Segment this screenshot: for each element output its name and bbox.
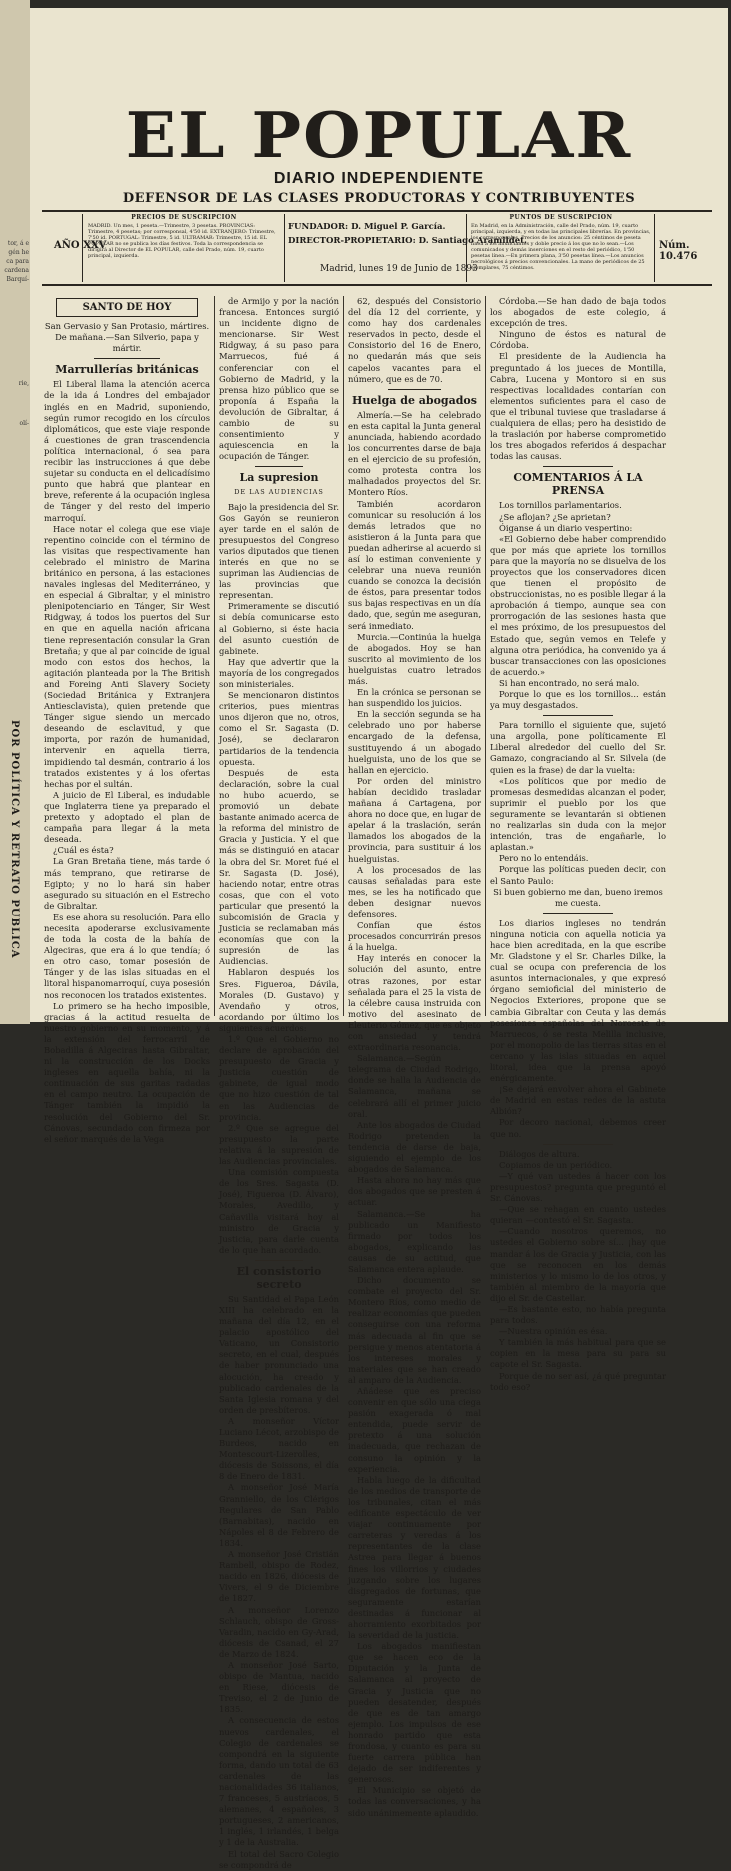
issue-number: Núm. 10.476 [659, 240, 698, 262]
article-title: El consistorio secreto [236, 1264, 322, 1291]
edge-text: cardena [4, 267, 29, 274]
paragraph: El Municipio se objetó de todas las conversaciones, y ha sido unánimemente aplaudido. [348, 1785, 481, 1818]
paragraph: Hay interés en conocer la solución del asunto, entre otras razones, por estar señalada para el 25 la vista de la célebre causa instruida con motivo del asesinato de Eleuterio Gómez, que es objeto con ansiedad y tendrá extraordinaria resonancia. [348, 953, 481, 1053]
paragraph: ¿Se aflojan? ¿Se aprietan? [499, 511, 611, 522]
paragraph: Hace notar el colega que ese viaje repentino coincide con el término de las visitas que respectivamente han celebrado el ministro de Marina británico en persona, á las estaciones navales inglesas del Mediterráneo, y en especial á Gibraltar, y el ministro plenipotenciario en Tánger, Sir West Ridgway, á todos los puertos del Sur en que en aquella nación africana tiene representación consular la Gran Bretaña; y que al par coincide de igual modo con estos dos hechos, la agitación planteada por la The British and Foreing Anti Slavery Society (Sociedad Británica y Extranjera Antiesclavista), quien pretende que Tánger sigue siendo un mercado deseando de esclavitud, y que importa, por razón de humanidad, intervenir en aquella tierra, impidiendo tal desmán, contrario á los tratados existentes y á los ofertas hechas por el sultán. [44, 523, 210, 789]
paragraph: En la sección segunda se ha celebrado uno por haberse encargado de la defensa, sustituyendo á un abogado huelguista, uno de los que se hallan en ejercicio. [348, 709, 481, 775]
paragraph: —Es bastante esto, no había pregunta para todos. [490, 1303, 666, 1326]
header-rule-bottom [42, 284, 712, 286]
paragraph: «Los políticos que por medio de promesas desmedidas alcanzan el poder, suprimir el pueblo por los que seguramente se levantarán si obtienen no realizarlas sin duda con la mejor intención, tras de engañarle, lo aplastan.» [490, 775, 666, 853]
santo-line: San Gervasio y San Protasio, mártires. [44, 321, 210, 332]
separator [255, 466, 303, 467]
paragraph: —Y qué van ustedes á hacer con los presupuestos? pregunta que preguntó el Sr. Cánovas. [490, 1170, 666, 1204]
paragraph: Es ese ahora su resolución. Para ello necesita apoderarse exclusivamente de toda la costa de la bahía de Algeciras, que era á lo que tendía; ó en otro caso, tomar posesión de Tánger y de las islas situadas en el litoral hispanomarroquí, cuya posesión nos reconocen los tratados existentes. [44, 911, 210, 1000]
separator [543, 466, 613, 467]
header-divider [654, 214, 655, 282]
issue-date: Madrid, lunes 19 de Junio de 1893 [320, 264, 478, 274]
edge-text: olí- [19, 420, 29, 427]
paragraph: A monseñor Víctor Luciano Lécot, arzobispo de Burdeos, nacido en Montescourt-Lizerolles, diócesis de Soissons, el día 8 de Enero de 1831. [219, 1415, 339, 1482]
article-title: La supresion [239, 471, 319, 485]
header-divider [284, 214, 285, 282]
paragraph: A monseñor Lorenzo Schlauch, obispo de Gross-Varadin, nacido en Gy-Arad, diócesis de Csanad, el 27 de Marzo de 1824. [219, 1604, 339, 1659]
paragraph: El Liberal llama la atención acerca de la ida á Londres del embajador inglés en en Madrid, suponiendo, según rumor recogido en los círculos diplomáticos, que este viaje responde á cuestiones de gran trascendencia política internacional, ó sea para recibir las instrucciones á que debe sujetar su conducta en el delicadísimo punto que habrá que plantear en breve, referente á la ocupación inglesa de Tánger y del resto del imperio marroquí. [44, 379, 210, 523]
subscription-prices [88, 215, 280, 281]
paragraph: Porque las políticas pueden decir, con el Santo Paulo: [490, 864, 666, 886]
edge-text: Barquí- [6, 276, 29, 283]
paragraph: —Que se rehagan en cuanto ustedes quieran —contestó el Sr. Sagasta. [490, 1204, 666, 1226]
separator [543, 913, 613, 914]
paragraph: «El Gobierno debe haber comprendido que por más que apriete los tornillos para que la mayoría no se disuelva de los proyectos que los conservadores dicen que tienen el propósito de obstruccionistas, no es posible llegar á la aprobación á tiempo, aunque sea con prorrogación de las sesiones hasta que el mes próximo, de los presupuestos del Estado que, según vemos en Telefe y alguna otra periódica, ha convenido ya á buscar transacciones con las oposiciones de acuerdo.» [490, 533, 666, 677]
paragraph: Salamanca.—Según telegrama de Ciudad Rodrigo, donde se halla la Audiencia de Salamanca, mañana se celebrará allí el primer juicio oral. [348, 1053, 481, 1119]
paragraph: Primeramente se discutió si debía comunicarse esto al Gobierno, si éste hacia del asunto cuestión de gabinete. [219, 601, 339, 656]
column-rule [485, 296, 486, 1016]
paragraph: de Armijo y por la nación francesa. Entonces surgió un incidente digno de mencionarse. Sir West Ridgway, á su paso para Marruecos, fué á conferenciar con el Gobierno de Madrid, y la prensa hizo público que se proponía á España la devolución de Gibraltar, á cambio de su consentimiento y aquiescencia en la ocupación de Tánger. [219, 296, 339, 462]
paragraph: El total del Sacro Colegio se compondrá de [219, 1848, 339, 1870]
edge-vertical-title: POR POLÍTICA Y RETRATO PUBLICA [9, 720, 20, 959]
edge-text: gén he [8, 249, 29, 256]
paragraph: Murcia.—Continúa la huelga de abogados. Hoy se han suscrito al movimiento de los huelguistas cuatro letrados más. [348, 631, 481, 686]
paragraph: Por decoro nacional, debemos creer que no. [490, 1117, 666, 1139]
paragraph: Dicho documento se combate el proyecto del Sr. Montero Ríos, como medio de realizar economías que pueden conseguirse con una reforma más adecuada al fin que se persigue y menos atentatoria á los intereses morales y materiales que se han creado al amparo de la Audiencia. [348, 1275, 481, 1385]
paragraph: Los tornillos parlamentarios. [499, 500, 622, 511]
paragraph: Por orden del ministro habían decidido trasladar mañana á Cartagena, por ahora no doce que, en lugar de apelar á la traslación, serán llamados los abogados de la provincia, para sustituir á los huelguistas. [348, 775, 481, 864]
paragraph: Añádese que es preciso convenir en que sólo una ciega pasión exagerada ó mal entendida, puede servir de pretexto á una solución inadecuada, que rechazan de consuno la opinión y la experiencia. [348, 1386, 481, 1474]
paragraph: A consecuencia de estos nuevos cardenales, el Colegio de cardenales se compondrá en la siguiente forma, dando un total de 63 cardenales de las nacionalidades 36 italianos, 7 franceses, 5 austríacos, 5 alemanes, 4 españoles, 3 portugueses, 2 americanos, 1 inglés, 1 irlandés, 1 belga y 1 de la Australia. [219, 1715, 339, 1848]
paragraph: Hasta ahora no hay más que dos abogados que se presten á actuar. [348, 1175, 481, 1208]
paragraph: Y también la más habitual para que se copien en la mesa para su para su capote el Sr. Sagasta. [490, 1337, 666, 1370]
article-title: Marrullerías británicas [55, 363, 199, 377]
header-rule-top [42, 210, 712, 212]
paragraph: Córdoba.—Se han dado de baja todos los abogados de este colegio, á excepción de tres. [490, 296, 666, 329]
masthead-tagline: DEFENSOR DE LAS CLASES PRODUCTORAS Y CONTRIBUYENTES [122, 191, 636, 206]
paragraph: Copiamos de un periódico. [499, 1159, 613, 1170]
paragraph: —Nuestra opinión es ésa. [499, 1326, 608, 1337]
paragraph: Porque lo que es los tornillos... están ya muy desgastados. [490, 689, 666, 711]
prices-title: PRECIOS DE SUSCRIPCION [131, 214, 237, 221]
paragraph: Después de esta declaración, sobre la cual no hubo acuerdo, se promovió un debate bastante animado acerca de la reforma del ministro de Gracia y Justicia. Y el que más se distinguió en atacar la obra del Sr. Moret fué el Sr. Sagasta (D. José), haciendo notar, entre otras cosas, que con el voto particular que presentó la subcomisión de Gracia y Justicia se reclamaban más economías que con la supresión de las Audiencias. [219, 767, 339, 967]
article-title: Huelga de abogados [352, 393, 477, 407]
masthead-title: EL POPULAR [125, 97, 633, 173]
column-4 [490, 296, 666, 1392]
paragraph: 2.º Que se agregue del presupuesto la parte relativa á la supresión de las Audiencias provinciales. [219, 1122, 339, 1167]
points-text: En Madrid, en la Administración, calle del Prado, núm. 19, cuarto principal, izquierda, y en todas las principales librerías. En provincias, los corresponsales. Precios de los anuncios: 25 céntimos de peseta línea á los anunciantes y doble precio á los que no lo sean.—Los comunicados y demás inserciones en el resto del periódico, 1'50 pesetas línea.—En primera plana, 3'50 pesetas línea.—Los anuncios necrológicos á precios convencionales. La mano de periódicos de 25 ejemplares, 75 céntimos. [471, 223, 651, 271]
paragraph: —Cuando nosotros queremos, no ustedes el Gobierno sobre sí... ¡hay que mandar á los de Gracia y Justicia, con las que se reconocen en los demás ministerios y lo mismo lo de los otros, y también al miembro de la mayoría que dijo el Sr. de Castellar. [490, 1226, 666, 1303]
year-label: AÑO XXV [54, 240, 107, 251]
adjacent-page-edge [0, 0, 30, 1024]
paragraph: Si han encontrado, no será malo. [499, 677, 640, 688]
paragraph: Almería.—Se ha celebrado en esta capital la Junta general anunciada, habiendo acordado los concurrentes darse de baja en el ejercicio de su profesión, como protesta contra los malhadados proyectos del Sr. Montero Ríos. [348, 409, 481, 498]
paragraph: Pero no lo entendáis. [499, 853, 589, 864]
paragraph: A monseñor José Sarto, obispo de Mantua, nacido en Riese, diócesis de Treviso, el 2 de Junio de 1835. [219, 1659, 339, 1715]
paragraph: Óiganse á un diario vespertino: [499, 522, 633, 533]
paragraph: Se mencionaron distintos criterios, pues mientras unos dijeron que no, otros, como el Sr. Sagasta (D. José), se declararon partidarios de la tendencia opuesta. [219, 690, 339, 767]
paragraph: Los abogados manifiestan que se hacen eco de la Diputación y la Junta de Salamanca al proyecto de Gracia y Justicia que no pueden desatender, después de que es de tan amargo ejemplo. Los impulsos de ese honrado partido que esta frondosa, y cuanto es para su fuerte carrera pública han dejado de ser indiferentes y generosos. [348, 1641, 481, 1785]
column-3 [348, 296, 481, 1818]
separator [388, 389, 441, 390]
paragraph: Confían que éstos procesados concurrirán presos á la huelga. [348, 920, 481, 953]
paragraph: Bajo la presidencia del Sr. Gos Gayón se reunieron ayer tarde en el salón de presupuestos del Congreso varios diputados que tienen interés en que no se supriman las Audiencias de las provincias que representan. [219, 501, 339, 601]
separator [255, 1260, 303, 1261]
separator [543, 715, 613, 716]
column-2 [219, 296, 339, 1870]
director: DIRECTOR-PROPIETARIO: D. Santiago Aramildet. [288, 236, 527, 246]
paragraph: Salamanca.—Se ha publicado un Manifiesto firmado por todos los abogados, explicando las causas de su actitud, que Salamanca entera aplaude. [348, 1208, 481, 1274]
points-title: PUNTOS DE SUSCRIPCION [509, 214, 613, 221]
column-rule [343, 296, 344, 1016]
santo-title: SANTO DE HOY [56, 298, 198, 317]
paragraph: Ninguno de éstos es natural de Córdoba. [490, 329, 666, 351]
paragraph: En la crónica se personan se han suspendido los juicios. [348, 687, 481, 709]
article-title: COMENTARIOS Á LA PRENSA [513, 471, 643, 498]
edge-text: rie, [18, 380, 29, 387]
paragraph: Ante los abogados de Ciudad Rodrigo pretenden la tendencia de darse de baja, siguiendo el ejemplo de los abogados de Salamanca. [348, 1119, 481, 1175]
paragraph: Diálogos de altura. [499, 1148, 580, 1159]
paragraph: La Gran Bretaña tiene, más tarde ó más temprano, que retirarse de Egipto; y no lo hará sin haber asegurado su situación en el Estrecho de Gibraltar. [44, 856, 210, 911]
paragraph: Su Santidad el Papa León XIII ha celebrado en la mañana del día 12, en el palacio apostólico del Vaticano, un Consistorio secreto, en el cual, después de haber pronunciado una alocución, ha creado y publicado cardenales de la Santa Iglesia romana y del orden de presbíteros. [219, 1293, 339, 1415]
article-subtitle: DE LAS AUDIENCIAS [234, 488, 324, 497]
paragraph: Hay que advertir que la mayoría de los congregados son ministeriales. [219, 656, 339, 689]
paragraph: Lo primero se ha hecho imposible, gracias á la actitud resuelta de nuestro gobierno en su momento, y á la extensión del ferrocarril de Bobadilla á Algeciras hasta Gibraltar, ni la construcción de los Docks ingleses en aquella bahía, ni la continuación de sus garitas radadas en el campo neutro. La ocupación de Tánger también la impidió la resolución del Gobierno del Sr. Cánovas, secundado con firmeza por el señor marqués de la Vega [44, 1000, 210, 1144]
separator [543, 1144, 613, 1145]
paragraph: También acordaron comunicar su resolución á los demás letrados que no asistieron á la Junta para que puedan adherirse al acuerdo si así lo estiman conveniente y celebrar una nueva reunión cuando se conozca la decisión de éstos, para presentar todos sus bajas respectivas en un día dado, que, según me aseguran, será inmediato. [348, 498, 481, 631]
prices-text: MADRID. Un mes, 1 peseta.—Trimestre, 3 pesetas. PROVINCIAS: Trimestre, 4 pesetas; por corresponsal, 4'50 id. EXTRANJERO: Trimestre, 7'50 id. PORTUGAL: Trimestre, 5 id. ULTRAMAR: Trimestre, 15 id. EL POPULAR no se publica los días festivos. Toda la correspondencia se dirigirá al Director de EL POPULAR, calle del Prado, núm. 19, cuarto principal, izquierda. [88, 223, 276, 259]
paragraph: Los diarios ingleses no tendrán ninguna noticia con aquella noticia ya hace bien acreditada, en la que escribe Mr. Gladstone y el Sr. Charles Dilke, la cual se ocupa con preferencia de los asuntos internacionales, y que expresó órgano semioficial del ministerio de Negocios Exteriores, propone que se cambia Gibraltar con Ceuta y las demás posesiones españolas del Noroeste de Marruecos, ó se resta Melilla inclusive, por el monopolio de las tierras sitas en el cercano y las islas situadas en aquel litoral, idea que la prensa apoyó enérgicamente. [490, 917, 666, 1084]
paragraph: A monseñor José Cristián Rambell, obispo de Rodez, nacido en 1826, diócesis de Vivers, el 9 de Diciembre de 1827. [219, 1549, 339, 1604]
founder: FUNDADOR: D. Miguel P. García. [288, 222, 446, 232]
paragraph: 1.º Que el Gobierno no declare de aprobación del presupuesto de Gracia y Justicia cuestión de gabinete, de igual modo que no hizo cuestión de tal en las Audiencias de provincia. [219, 1034, 339, 1122]
paragraph: Para tornillo el siguiente que, sujetó una argolla, pone políticamente El Liberal alrededor del cuello del Sr. Gamazo, congraciando al Sr. Silvela (de quien es la frase) de dar la vuelta: [490, 720, 666, 775]
paragraph: Si buen gobierno me dan, bueno iremos me cuesta. [493, 886, 663, 908]
masthead-subtitle: DIARIO INDEPENDIENTE [273, 170, 485, 187]
paragraph: Una comisión compuesta de los Sres. Sagasta (D. José), Figueroa (D. Álvaro), Morales, Avedillo, y Cañavilla visitará hoy al ministro de Gracia y Justicia, para darle cuenta de lo que han acordado. [219, 1167, 339, 1255]
edge-text: tor, á e [7, 240, 29, 247]
paragraph: El presidente de la Audiencia ha preguntado á los jueces de Montilla, Cabra, Lucena y Montoro si en sus respectivas localidades contarían con elementos suficientes para el caso de que el tribunal tuviese que trasladarse á cualquiera de ellas; pero ha desistido de la traslación por haberse comprometido los tres abogados referidos á despachar todas las causas. [490, 351, 666, 462]
paragraph: A monseñor José María Granniello, de los Clérigos Regulares de San Pablo (Barnabitas), nacido en Nápoles el 8 de Febrero de 1834. [219, 1482, 339, 1548]
paragraph: A los procesados de las causas señaladas para este mes, se les ha notificado que deben designar nuevos defensores. [348, 864, 481, 919]
subscription-points [471, 215, 651, 281]
edge-text: ca para [6, 258, 29, 265]
separator [94, 358, 160, 359]
column-rule [214, 296, 215, 1016]
paragraph: A juicio de El Liberal, es indudable que Inglaterra tiene ya preparado el pretexto y adoptado el plan de campaña para llegar á la meta deseada. [44, 789, 210, 845]
paragraph: ¡Se dejará envolver ahora el Gabinete de Madrid en estas redes de la astuta Albión? [490, 1084, 666, 1117]
paragraph: Habla luego de la dificultad de los medios de transporte de los tribunales, citan el más edificante espectáculo de ver viajar continuamente por carreteras y veredas á los representantes de la clase Astrea para llegar á buenos fines los villorrios y ciudades juzgando sobre los lugares disgregados de fortunas, que seguramente estarían destinadas á funcionar al ahorramiento exorbitados por la severidad de la justicia. [348, 1474, 481, 1641]
paragraph: ¿Cuál es ésta? [53, 845, 114, 856]
paragraph: 62, después del Consistorio del día 12 del corriente, y como hay dos cardenales reservados in pecto, desde el Consistorio del 16 de Enero, no quedarán más que seis capelos vacantes para el número, que es de 70. [348, 296, 481, 384]
newspaper-page [30, 8, 728, 1870]
paragraph: Porque de no ser así, ¿á qué preguntar todo eso? [490, 1370, 666, 1392]
santo-line: De mañana.—San Silverio, papa y mártir. [55, 332, 199, 354]
paragraph: Hablaron después los Sres. Figueroa, Dávila, Morales (D. Gustavo) y Avendaño y otros, acordando por último los siguientes acuerdos: [219, 967, 339, 1033]
column-1 [44, 296, 210, 1144]
